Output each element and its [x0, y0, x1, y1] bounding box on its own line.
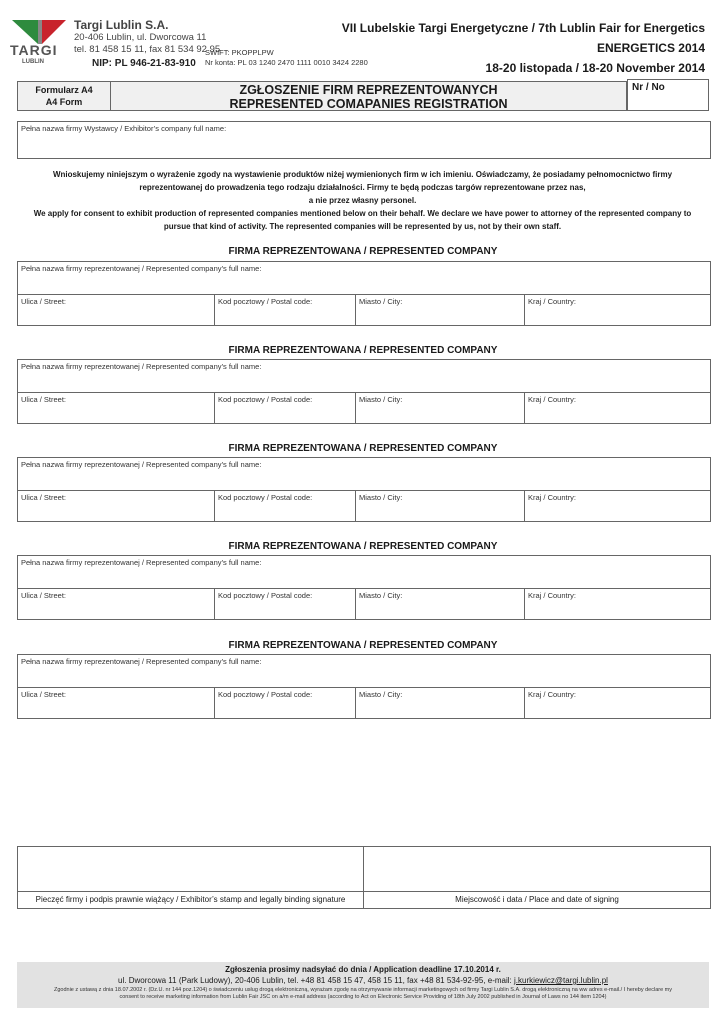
- postal-code-field[interactable]: [215, 491, 356, 521]
- country-field[interactable]: [525, 688, 710, 718]
- form-code-pl: Formularz A4: [35, 85, 93, 95]
- fair-title: VII Lubelskie Targi Energetyczne / 7th Lublin Fair for Energetics: [341, 21, 705, 35]
- legal-line-2: consent to receive marketing information from Lublin Fair JSC on a/m e-mail address (according to Act on Electronic Service Providing of 18th July 2002 published in Journal of Laws no 144 item 1204): [119, 994, 607, 1000]
- footer-address: ul. Dworcowa 11 (Park Ludowy), 20-406 Lublin, tel. +48 81 458 15 47, 458 15 11, fax +48 81 534-92-95, e-mail:: [118, 976, 514, 985]
- street-label: Ulica / Street:: [21, 690, 67, 699]
- company-name-label: Pełna nazwa firmy reprezentowanej / Represented company’s full name:: [21, 460, 262, 469]
- company-name-field[interactable]: [18, 655, 710, 688]
- legal-line-1: Zgodnie z ustawą z dnia 18.07.2002 r. (Dz.U. nr 144 poz.1204) o świadczeniu usług drogą elektroniczną, wyrażam zgodę na otrzymywanie informacji marketingowych od firmy Targi Lublin S.A. drogą elektroniczną na ww adres e-mail./ I hereby declare my: [53, 987, 673, 993]
- country-field[interactable]: [525, 393, 710, 423]
- form-code-en: A4 Form: [45, 97, 83, 107]
- form-code-box: [17, 81, 111, 111]
- bank-account: Nr konta: PL 03 1240 2470 1111 0010 3424 2280: [205, 58, 368, 67]
- consent-pl-line2: reprezentowanej do prowadzenia tego rodzaju działalności. Firmy te będą podczas targów reprezentowane przez nas,: [139, 183, 586, 192]
- company-section-title: FIRMA REPREZENTOWANA / REPRESENTED COMPANY: [228, 345, 498, 356]
- company-name-field[interactable]: [18, 556, 710, 589]
- street-field[interactable]: [18, 491, 215, 521]
- company-name-field[interactable]: [18, 262, 710, 295]
- postal-code-field[interactable]: [215, 589, 356, 619]
- form-number-label: Nr / No: [632, 82, 665, 93]
- signature-table: [17, 846, 711, 909]
- consent-text: [20, 168, 705, 233]
- org-name: Targi Lublin S.A.: [74, 18, 169, 32]
- postal-code-label: Kod pocztowy / Postal code:: [218, 690, 313, 699]
- postal-code-label: Kod pocztowy / Postal code:: [218, 493, 313, 502]
- street-label: Ulica / Street:: [21, 591, 67, 600]
- consent-pl-line3: a nie przez własny personel.: [308, 196, 417, 205]
- company-name-label: Pełna nazwa firmy reprezentowanej / Represented company’s full name:: [21, 558, 262, 567]
- city-field[interactable]: [356, 589, 525, 619]
- street-label: Ulica / Street:: [21, 395, 67, 404]
- company-section-title: FIRMA REPREZENTOWANA / REPRESENTED COMPANY: [228, 640, 498, 651]
- targi-lublin-logo: [8, 18, 70, 70]
- country-field[interactable]: [525, 295, 710, 325]
- place-date-label: Miejscowość i data / Place and date of signing: [364, 891, 710, 908]
- form-title-en: REPRESENTED COMAPANIES REGISTRATION: [229, 97, 508, 111]
- city-label: Miasto / City:: [359, 297, 403, 306]
- city-field[interactable]: [356, 295, 525, 325]
- footer-address-line: [17, 974, 709, 985]
- company-name-label: Pełna nazwa firmy reprezentowanej / Represented company’s full name:: [21, 657, 262, 666]
- city-field[interactable]: [356, 688, 525, 718]
- postal-code-field[interactable]: [215, 295, 356, 325]
- company-section-title: FIRMA REPREZENTOWANA / REPRESENTED COMPANY: [228, 443, 498, 454]
- company-name-field[interactable]: [18, 360, 710, 393]
- street-field[interactable]: [18, 688, 215, 718]
- city-label: Miasto / City:: [359, 690, 403, 699]
- form-number-field[interactable]: [627, 79, 709, 111]
- street-label: Ulica / Street:: [21, 297, 67, 306]
- city-label: Miasto / City:: [359, 591, 403, 600]
- application-deadline: Zgłoszenia prosimy nadsyłać do dnia / Application deadline 17.10.2014 r.: [225, 965, 501, 974]
- consent-en-line2: pursue that kind of activity. The represented companies will be represented by us, not by their own staff.: [163, 222, 562, 231]
- exhibitor-name-label: Pełna nazwa firmy Wystawcy / Exhibitor’s company full name:: [21, 124, 227, 133]
- postal-code-field[interactable]: [215, 393, 356, 423]
- street-label: Ulica / Street:: [21, 493, 67, 502]
- fair-name: ENERGETICS 2014: [596, 41, 705, 55]
- company-name-field[interactable]: [18, 458, 710, 491]
- country-field[interactable]: [525, 491, 710, 521]
- footer-email-link[interactable]: j.kurkiewicz@targi.lublin.pl: [514, 976, 608, 985]
- exhibitor-name-field[interactable]: [17, 121, 711, 159]
- stamp-signature-field[interactable]: [18, 847, 364, 908]
- street-field[interactable]: [18, 295, 215, 325]
- postal-code-label: Kod pocztowy / Postal code:: [218, 297, 313, 306]
- logo-subtext: LUBLIN: [22, 59, 44, 65]
- country-label: Kraj / Country:: [528, 297, 576, 306]
- country-label: Kraj / Country:: [528, 591, 576, 600]
- postal-code-field[interactable]: [215, 688, 356, 718]
- company-section-title: FIRMA REPREZENTOWANA / REPRESENTED COMPANY: [228, 246, 498, 257]
- org-phone: tel. 81 458 15 11, fax 81 534 92 95: [74, 44, 221, 55]
- company-table: [17, 654, 711, 719]
- form-title-pl: ZGŁOSZENIE FIRM REPREZENTOWANYCH: [239, 83, 498, 97]
- footer-legal-text: [17, 985, 709, 1001]
- swift-code: SWIFT: PKOPPLPW: [205, 48, 274, 57]
- company-name-label: Pełna nazwa firmy reprezentowanej / Represented company’s full name:: [21, 362, 262, 371]
- country-label: Kraj / Country:: [528, 395, 576, 404]
- company-section-title: FIRMA REPREZENTOWANA / REPRESENTED COMPANY: [228, 541, 498, 552]
- company-name-label: Pełna nazwa firmy reprezentowanej / Represented company’s full name:: [21, 264, 262, 273]
- country-label: Kraj / Country:: [528, 493, 576, 502]
- stamp-signature-label: Pieczęć firmy i podpis prawnie wiążący / Exhibitor’s stamp and legally binding signature: [18, 891, 363, 908]
- company-table: [17, 457, 711, 522]
- country-label: Kraj / Country:: [528, 690, 576, 699]
- country-field[interactable]: [525, 589, 710, 619]
- postal-code-label: Kod pocztowy / Postal code:: [218, 591, 313, 600]
- street-field[interactable]: [18, 393, 215, 423]
- company-table: [17, 555, 711, 620]
- logo-text: TARGI: [10, 42, 58, 58]
- consent-en-line1: We apply for consent to exhibit production of represented companies mentioned below on their behalf. We declare we have power to attorney of the represented company to: [33, 209, 692, 218]
- consent-pl-line1: Wnioskujemy niniejszym o wyrażenie zgody na wystawienie produktów niżej wymienionych firm w ich imieniu. Oświadczamy, że posiadamy pełnomocnictwo firmy: [52, 170, 673, 179]
- fair-dates: 18-20 listopada / 18-20 November 2014: [485, 61, 705, 75]
- city-field[interactable]: [356, 393, 525, 423]
- street-field[interactable]: [18, 589, 215, 619]
- company-table: [17, 359, 711, 424]
- city-label: Miasto / City:: [359, 493, 403, 502]
- footer: [17, 962, 709, 1008]
- nip-number: NIP: PL 946-21-83-910: [92, 58, 196, 69]
- org-address: 20-406 Lublin, ul. Dworcowa 11: [74, 32, 207, 43]
- city-label: Miasto / City:: [359, 395, 403, 404]
- company-table: [17, 261, 711, 326]
- city-field[interactable]: [356, 491, 525, 521]
- postal-code-label: Kod pocztowy / Postal code:: [218, 395, 313, 404]
- form-title-box: [111, 81, 627, 111]
- place-date-field[interactable]: [364, 847, 710, 908]
